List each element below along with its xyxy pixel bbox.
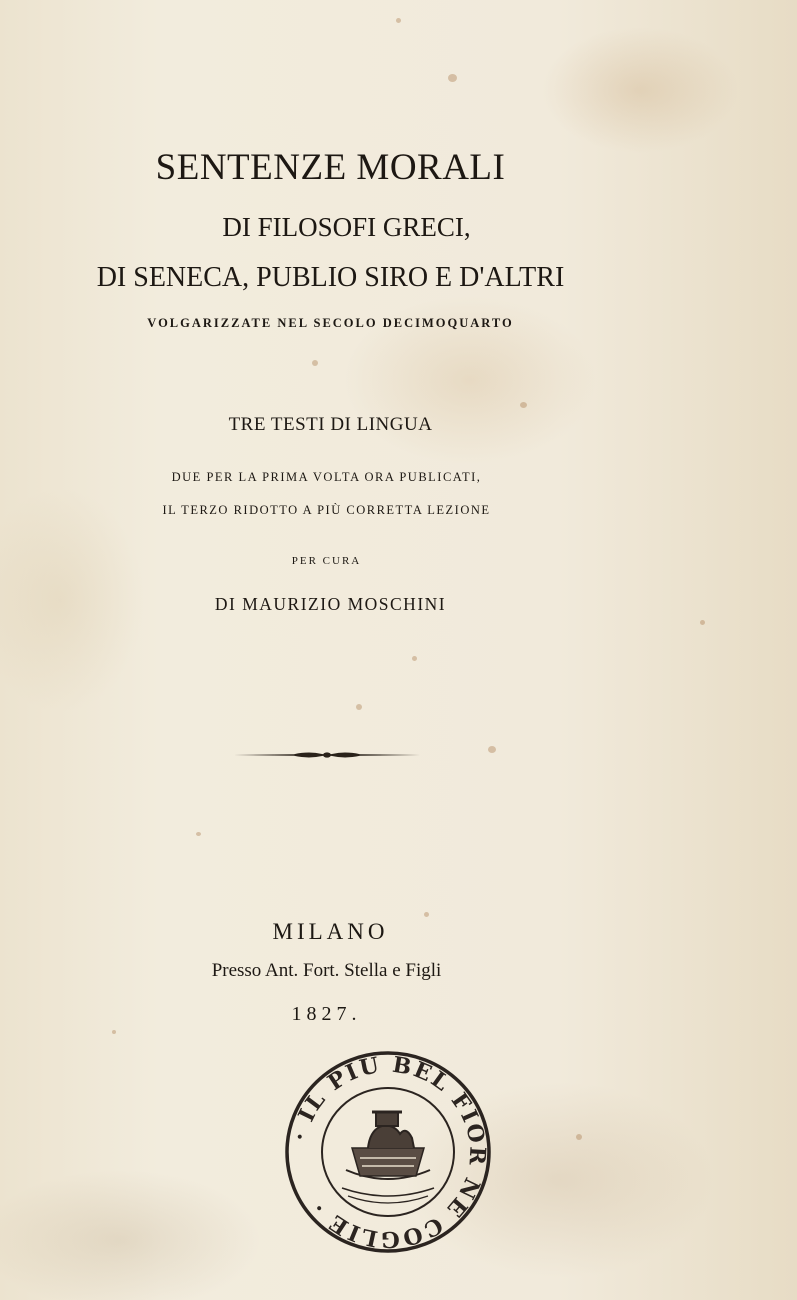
subtitle: VOLGARIZZATE NEL SECOLO DECIMOQUARTO bbox=[147, 316, 514, 330]
imprint-publisher: Presso Ant. Fort. Stella e Figli bbox=[211, 960, 442, 981]
title-line-1: SENTENZE MORALI bbox=[155, 147, 506, 188]
foxing-spot bbox=[312, 360, 318, 366]
foxing-spot bbox=[520, 402, 527, 408]
description-line-2: IL TERZO RIDOTTO A PIÙ CORRETTA LEZIONE bbox=[162, 503, 491, 517]
foxing-spot bbox=[196, 832, 201, 836]
foxing-spot bbox=[576, 1134, 582, 1140]
foxing-spot bbox=[700, 620, 705, 625]
foxing-spot bbox=[112, 1030, 116, 1034]
foxing-spot bbox=[412, 656, 417, 661]
foxing-spot bbox=[424, 912, 429, 917]
basket-emblem-icon bbox=[342, 1112, 434, 1203]
editor-prefix: PER CURA bbox=[291, 555, 362, 567]
foxing-spot bbox=[396, 18, 401, 23]
title-line-3: DI SENECA, PUBLIO SIRO E D'ALTRI bbox=[96, 262, 565, 293]
library-stamp bbox=[282, 1048, 494, 1256]
imprint-year: 1827. bbox=[291, 1003, 362, 1025]
imprint-city: MILANO bbox=[272, 919, 389, 944]
title-line-2: DI FILOSOFI GRECI, bbox=[222, 212, 471, 242]
description-line-1: DUE PER LA PRIMA VOLTA ORA PUBLICATI, bbox=[171, 470, 482, 484]
foxing-spot bbox=[488, 746, 496, 753]
foxing-spot bbox=[448, 74, 457, 82]
foxing-spot bbox=[356, 704, 362, 710]
description-heading: TRE TESTI DI LINGUA bbox=[228, 414, 433, 435]
editor-name: DI MAURIZIO MOSCHINI bbox=[214, 594, 447, 614]
stamp-motto: · IL PIU BEL FIOR NE COGLIE · bbox=[286, 1051, 491, 1253]
ornamental-rule bbox=[234, 748, 420, 762]
